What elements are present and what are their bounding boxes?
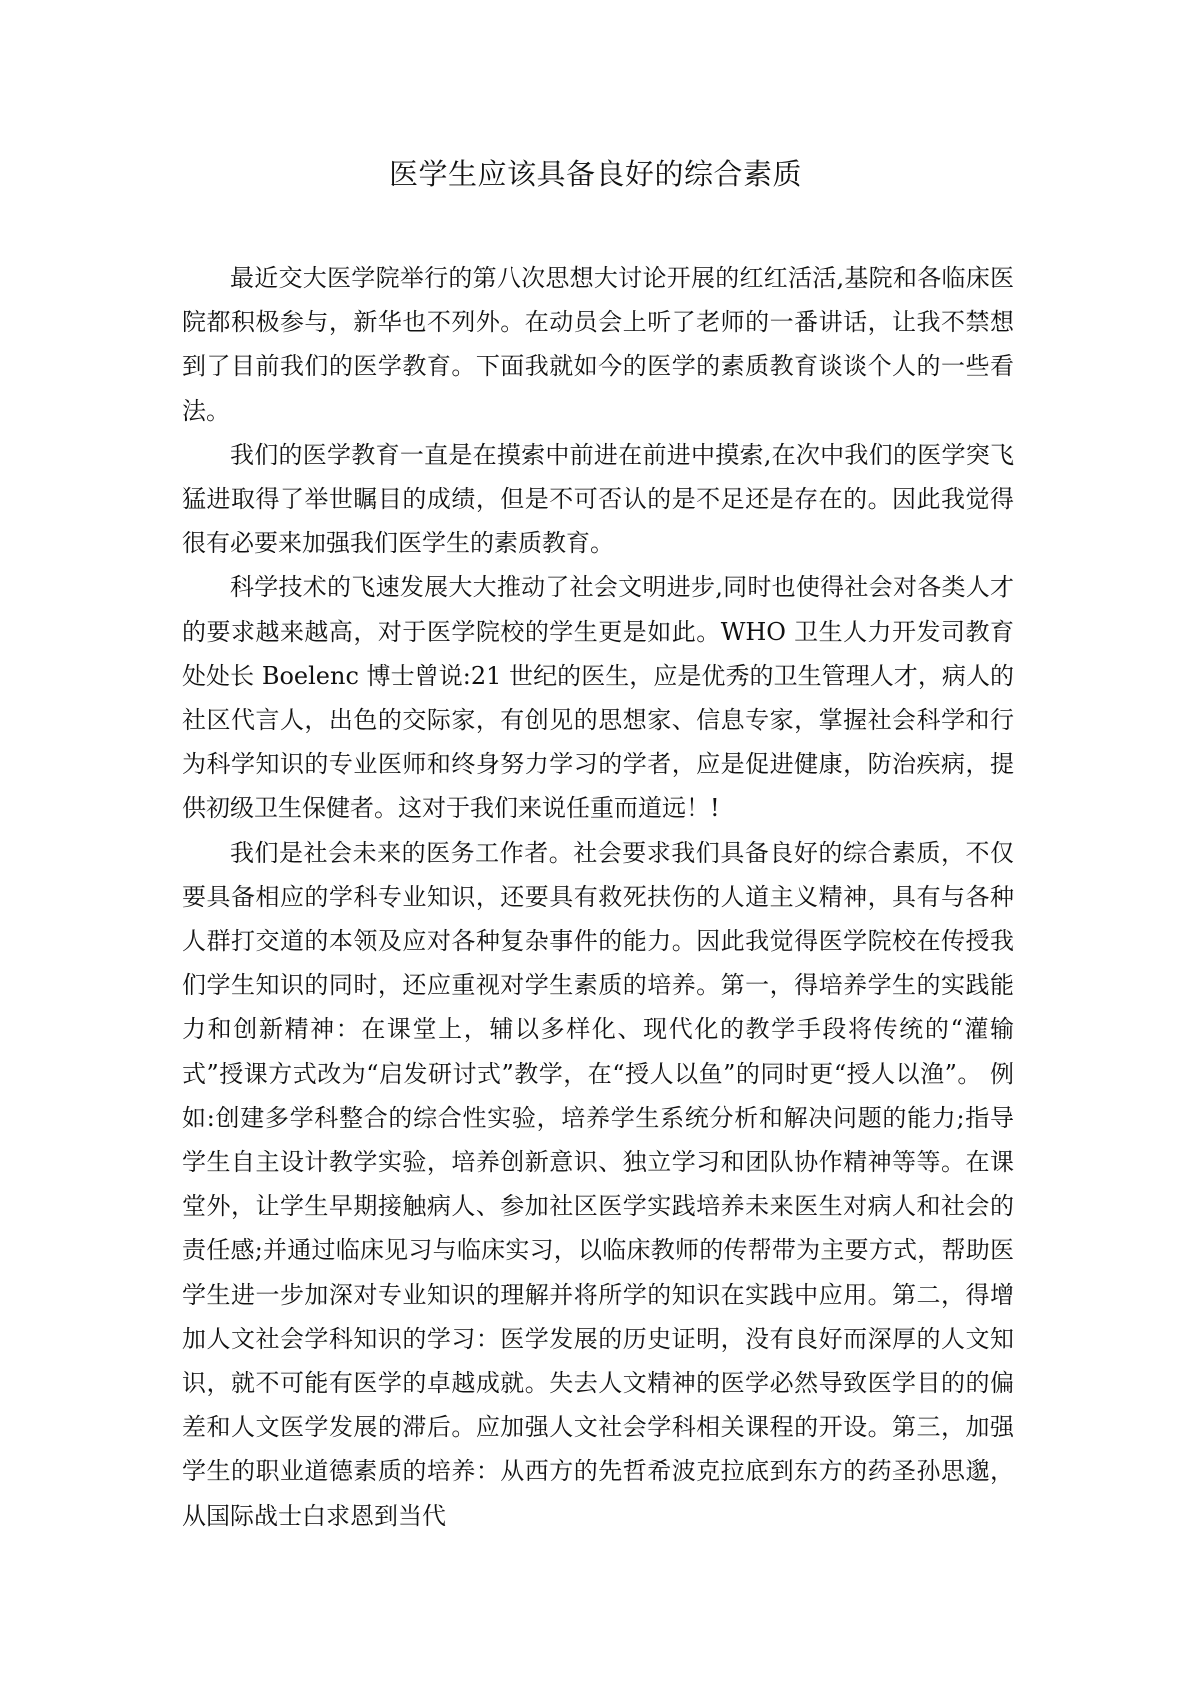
paragraph: 最近交大医学院举行的第八次思想大讨论开展的红红活活,基院和各临床医院都积极参与，新华也不列外。在动员会上听了老师的一番讲话，让我不禁想到了目前我们的医学教育。下面我就如今的医学的素质教育谈谈个人的一些看法。 — [182, 264, 1014, 425]
paragraph: 我们是社会未来的医务工作者。社会要求我们具备良好的综合素质，不仅要具备相应的学科专业知识，还要具有救死扶伤的人道主义精神，具有与各种人群打交道的本领及应对各种复杂事件的能力。因此我觉得医学院校在传授我们学生知识的同时，还应重视对学生素质的培养。第一，得培养学生的实践能力和创新精神：在课堂上，辅以多样化、现代化的教学手段将传统的“灌输式”授课方式改为“启发研讨式”教学，在“授人以鱼”的同时更“授人以渔”。 例如:创建多学科整合的综合性实验，培养学生系统分析和解决问题的能力;指导学生自主设计教学实验，培养创新意识、独立学习和团队协作精神等等。在课堂外，让学生早期接触病人、参加社区医学实践培养未来医生对病人和社会的责任感;并通过临床见习与临床实习，以临床教师的传帮带为主要方式，帮助医学生进一步加深对专业知识的理解并将所学的知识在实践中应用。第二，得增加人文社会学科知识的学习：医学发展的历史证明，没有良好而深厚的人文知识，就不可能有医学的卓越成就。失去人文精神的医学必然导致医学目的的偏差和人文医学发展的滞后。应加强人文社会学科相关课程的开设。第三，加强学生的职业道德素质的培养：从西方的先哲希波克拉底到东方的药圣孙思邈，从国际战士白求恩到当代 — [182, 838, 1014, 1530]
paragraph: 科学技术的飞速发展大大推动了社会文明进步,同时也使得社会对各类人才的要求越来越高，对于医学院校的学生更是如此。WHO 卫生人力开发司教育处处长 Boelenc 博士曾说:21 世纪的医生，应是优秀的卫生管理人才，病人的社区代言人，出色的交际家，有创见的思想家、信息专家，掌握社会科学和行为科学知识的专业医师和终身努力学习的学者，应是促进健康，防治疾病，提供初级卫生保健者。这对于我们来说任重而道远！! — [182, 573, 1014, 823]
document-title: 医学生应该具备良好的综合素质 — [388, 157, 802, 191]
document-body — [182, 256, 1014, 1538]
paragraph: 我们的医学教育一直是在摸索中前进在前进中摸索,在次中我们的医学突飞猛进取得了举世瞩目的成绩，但是不可否认的是不足还是存在的。因此我觉得很有必要来加强我们医学生的素质教育。 — [182, 440, 1014, 558]
